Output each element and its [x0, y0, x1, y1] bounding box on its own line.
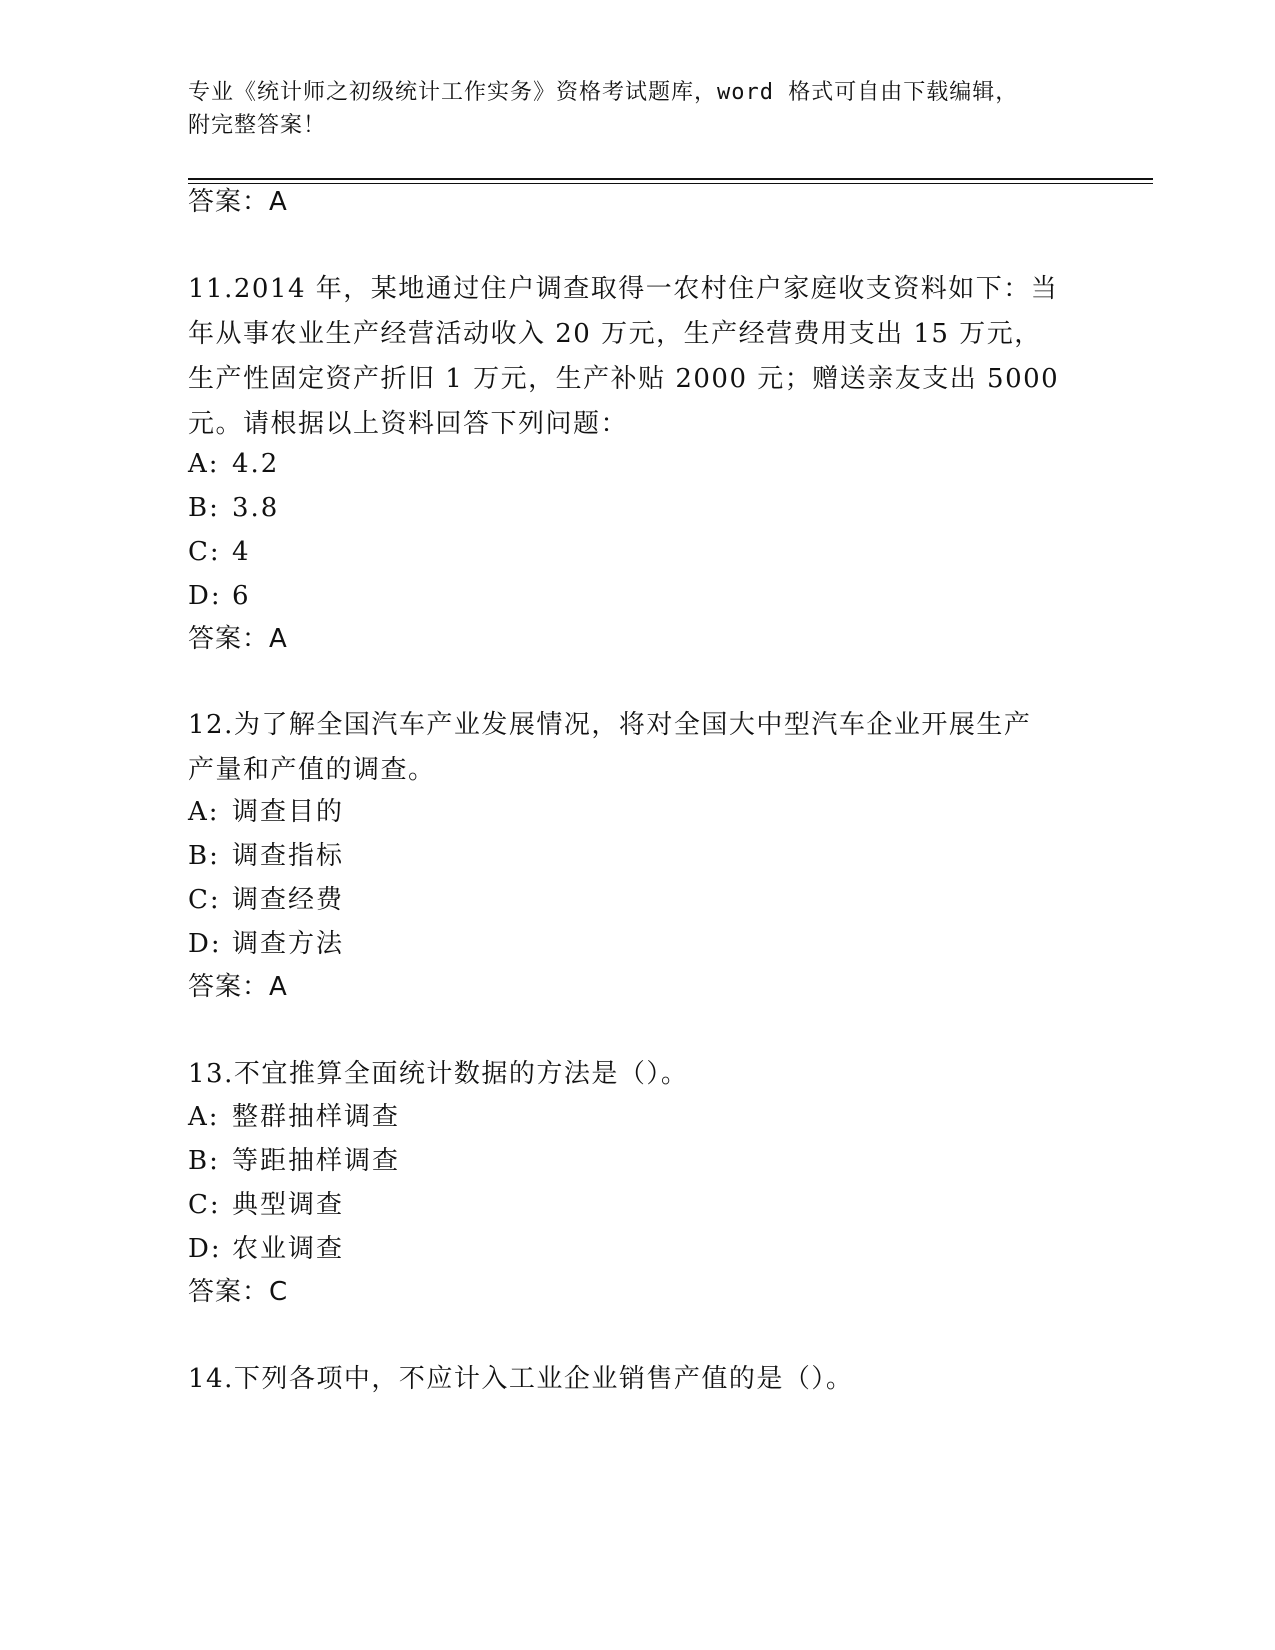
question-11-line-4: 元。请根据以上资料回答下列问题： [188, 409, 629, 439]
option-key: C: [188, 1190, 221, 1220]
option-key: A: [188, 797, 220, 827]
question-11-line-2: 年从事农业生产经营活动收入 20 万元，生产经营费用支出 15 万元， [188, 319, 1042, 349]
answer-q13: 答案：C [188, 1277, 289, 1307]
option-text: 4 [232, 537, 251, 567]
question-14 [188, 1357, 1088, 1402]
option-key: D: [188, 581, 222, 611]
option-key: A: [188, 449, 220, 479]
question-14-line-1: 14.下列各项中，不应计入工业企业销售产值的是（）。 [188, 1364, 854, 1394]
option-key: D: [188, 929, 222, 959]
document-header [188, 76, 1088, 142]
option-text: 等距抽样调查 [232, 1146, 401, 1176]
question-11-option-d [188, 576, 251, 616]
option-key: B: [188, 493, 220, 523]
question-13-line-1: 13.不宜推算全面统计数据的方法是（）。 [188, 1059, 689, 1089]
question-11-option-c [188, 532, 251, 572]
option-key: C: [188, 537, 221, 567]
question-12 [188, 703, 1088, 793]
question-12-option-b [188, 836, 344, 876]
answer-q11: 答案：A [188, 624, 288, 654]
header-divider-thin [188, 183, 1153, 184]
question-13-option-d [188, 1229, 344, 1269]
option-text: 调查指标 [232, 841, 345, 871]
question-13-option-a [188, 1097, 400, 1137]
question-12-option-d [188, 924, 344, 964]
question-13-option-b [188, 1141, 400, 1181]
question-12-line-2: 产量和产值的调查。 [188, 755, 436, 785]
option-key: A: [188, 1102, 220, 1132]
question-11-line-1: 11.2014 年，某地通过住户调查取得一农村住户家庭收支资料如下：当 [188, 274, 1059, 304]
question-13-option-c [188, 1185, 344, 1225]
option-text: 4.2 [232, 449, 280, 479]
question-11-option-b [188, 488, 279, 528]
option-key: C: [188, 885, 221, 915]
header-line-1: 专业《统计师之初级统计工作实务》资格考试题库，word 格式可自由下载编辑， [188, 80, 1019, 105]
question-11-option-a [188, 444, 279, 484]
question-12-option-c [188, 880, 344, 920]
header-line-2: 附完整答案！ [188, 113, 327, 138]
question-11 [188, 267, 1088, 447]
header-divider-thick [188, 178, 1153, 180]
option-key: B: [188, 1146, 220, 1176]
option-key: B: [188, 841, 220, 871]
question-11-line-3: 生产性固定资产折旧 1 万元，生产补贴 2000 元；赠送亲友支出 5000 [188, 364, 1060, 394]
option-text: 农业调查 [232, 1234, 345, 1264]
question-13 [188, 1052, 1088, 1097]
question-12-option-a [188, 792, 344, 832]
option-text: 3.8 [232, 493, 280, 523]
answer-q10: 答案：A [188, 187, 288, 217]
option-key: D: [188, 1234, 222, 1264]
option-text: 整群抽样调查 [232, 1102, 401, 1132]
option-text: 调查经费 [232, 885, 345, 915]
option-text: 调查方法 [232, 929, 345, 959]
answer-q12: 答案：A [188, 972, 288, 1002]
question-12-line-1: 12.为了解全国汽车产业发展情况，将对全国大中型汽车企业开展生产 [188, 710, 1032, 740]
option-text: 调查目的 [232, 797, 345, 827]
option-text: 典型调查 [232, 1190, 345, 1220]
option-text: 6 [232, 581, 251, 611]
